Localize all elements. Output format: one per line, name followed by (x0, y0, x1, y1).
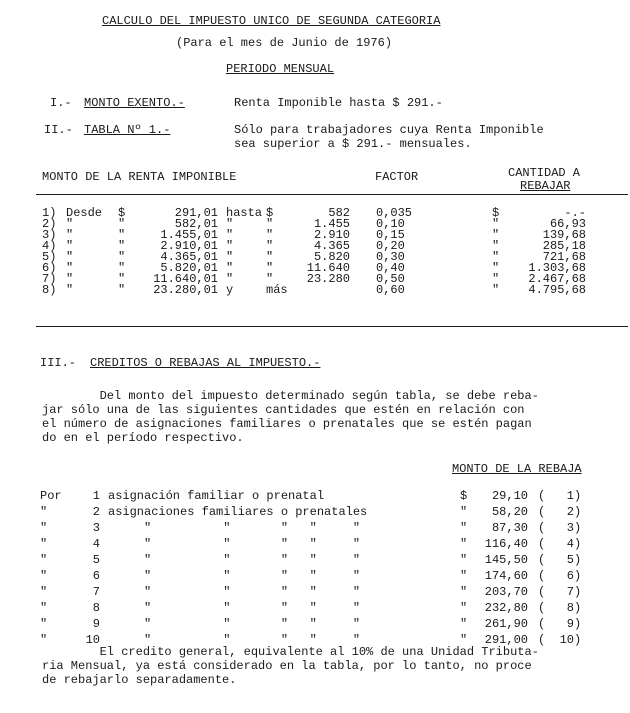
row-factor: 0,035 (376, 206, 413, 220)
asig-text: " " " " " (108, 617, 361, 631)
rebaja-value: 291,00 (484, 633, 528, 647)
asig-number: 7 (92, 585, 100, 599)
row-from-amount: 1.455,01 (160, 228, 218, 242)
paragraph-2-line1: El credito general, equivalente al 10% de una Unidad Tributa- (42, 645, 539, 659)
asig-number: 9 (92, 617, 100, 631)
row-hasta: " (226, 228, 234, 242)
rebaja-value: 116,40 (484, 537, 528, 551)
rebaja-value: 203,70 (484, 585, 528, 599)
asig-number: 10 (85, 633, 100, 647)
row-from-amount: 4.365,01 (160, 250, 218, 264)
section-3-number: III.- (40, 356, 77, 370)
asig-number: 5 (92, 553, 100, 567)
asig-text: " " " " " (108, 553, 361, 567)
asig-text: asignaciones familiares o prenatales (108, 505, 368, 519)
row-desde: " (66, 261, 74, 275)
rebaja-ref: ( 4) (538, 537, 582, 551)
rebaja-sign: " (460, 569, 468, 583)
row-sign-2: " (266, 250, 274, 264)
row-index: 5) (42, 250, 57, 264)
col-from (140, 208, 218, 296)
paragraph-1-line2: jar sólo una de las siguientes cantidades que estén en relación con (42, 403, 525, 417)
rebaja-ref: ( 7) (538, 585, 582, 599)
row-sign-2: más (266, 283, 288, 297)
row-index: 3) (42, 228, 57, 242)
col-por (40, 489, 62, 649)
asig-number: 6 (92, 569, 100, 583)
row-sign-2: $ (266, 206, 274, 220)
asig-por: " (40, 617, 48, 631)
asig-por: " (40, 521, 48, 535)
row-from-amount: 5.820,01 (160, 261, 218, 275)
row-sign-2: " (266, 228, 274, 242)
section-2-number: II.- (44, 123, 73, 137)
row-hasta: " (226, 217, 234, 231)
col-sign-3 (492, 208, 499, 296)
section-1-number: I.- (50, 96, 72, 110)
row-from-amount: 582,01 (174, 217, 218, 231)
row-sign-3: " (492, 228, 500, 242)
asig-text: " " " " " (108, 601, 361, 615)
asig-text: " " " " " (108, 569, 361, 583)
row-to-amount: 2.910 (313, 228, 350, 242)
row-factor: 0,60 (376, 283, 405, 297)
rebaja-ref: ( 6) (538, 569, 582, 583)
col-rebaja-value (472, 489, 528, 649)
rebaja-ref: ( 3) (538, 521, 582, 535)
asig-number: 1 (92, 489, 100, 503)
row-factor: 0,30 (376, 250, 405, 264)
rebaja-value: 232,80 (484, 601, 528, 615)
asig-por: " (40, 569, 48, 583)
row-factor: 0,15 (376, 228, 405, 242)
rebaja-ref: ( 10) (538, 633, 582, 647)
asig-por: Por (40, 489, 62, 503)
col-sign-1 (118, 208, 125, 296)
rebaja-value: 29,10 (491, 489, 528, 503)
row-to-amount: 1.455 (313, 217, 350, 231)
paragraph-2-line3: de rebajarlo separadamente. (42, 673, 237, 687)
row-sign-3: " (492, 217, 500, 231)
row-index: 4) (42, 239, 57, 253)
table-top-rule (36, 194, 628, 195)
section-2-text-line2: sea superior a $ 291.- mensuales. (234, 137, 472, 151)
asig-number: 4 (92, 537, 100, 551)
row-sign-2: " (266, 239, 274, 253)
asig-number: 3 (92, 521, 100, 535)
section-2-text-line1: Sólo para trabajadores cuya Renta Imponible (234, 123, 544, 137)
col-rebaja-ref (538, 489, 581, 649)
row-hasta: " (226, 261, 234, 275)
row-sign-1: " (118, 283, 126, 297)
col-header-factor: FACTOR (375, 170, 419, 184)
row-rebajar: 66,93 (549, 217, 586, 231)
row-rebajar: 4.795,68 (528, 283, 586, 297)
rebaja-header: MONTO DE LA REBAJA (452, 462, 582, 476)
row-to-amount: 23.280 (306, 272, 350, 286)
row-hasta: hasta (226, 206, 263, 220)
document-subtitle: (Para el mes de Junio de 1976) (176, 36, 393, 50)
asig-text: " " " " " (108, 521, 361, 535)
asig-por: " (40, 633, 48, 647)
col-asig-text (108, 489, 367, 649)
paragraph-1-line4: do en el período respectivo. (42, 431, 244, 445)
row-sign-1: " (118, 250, 126, 264)
asig-text: " " " " " (108, 537, 361, 551)
row-sign-1: " (118, 217, 126, 231)
rebaja-ref: ( 1) (538, 489, 582, 503)
rebaja-sign: " (460, 521, 468, 535)
row-sign-1: " (118, 239, 126, 253)
asig-por: " (40, 537, 48, 551)
rebaja-value: 261,90 (484, 617, 528, 631)
row-desde: Desde (66, 206, 103, 220)
asig-number: 8 (92, 601, 100, 615)
col-sign-2 (266, 208, 288, 296)
row-to-amount (296, 285, 350, 296)
col-index (42, 208, 56, 296)
row-index: 1) (42, 206, 57, 220)
row-rebajar: 1.303,68 (528, 261, 586, 275)
row-desde: " (66, 239, 74, 253)
asig-por: " (40, 553, 48, 567)
row-to-amount: 11.640 (306, 261, 350, 275)
row-from-amount: 23.280,01 (153, 283, 218, 297)
row-from-amount: 291,01 (174, 206, 218, 220)
row-to-amount: 5.820 (313, 250, 350, 264)
rebaja-ref: ( 5) (538, 553, 582, 567)
rebaja-sign: " (460, 633, 468, 647)
rebaja-sign: " (460, 537, 468, 551)
rebaja-sign: " (460, 601, 468, 615)
rebaja-value: 58,20 (491, 505, 528, 519)
row-to-amount: 4.365 (313, 239, 350, 253)
paragraph-1-line3: el número de asignaciones familiares o prenatales que se estén pagan (42, 417, 532, 431)
row-sign-1: " (118, 228, 126, 242)
col-asig-num (76, 489, 100, 649)
rebaja-ref: ( 2) (538, 505, 582, 519)
col-hasta (226, 208, 262, 296)
row-sign-1: $ (118, 206, 126, 220)
row-desde: " (66, 272, 74, 286)
col-header-renta: MONTO DE LA RENTA IMPONIBLE (42, 170, 237, 184)
row-index: 6) (42, 261, 57, 275)
section-2-label: TABLA Nº 1.- (84, 123, 171, 137)
row-sign-3: " (492, 283, 500, 297)
asig-text: asignación familiar o prenatal (108, 489, 325, 503)
rebaja-ref: ( 8) (538, 601, 582, 615)
col-header-cantidad-1: CANTIDAD A (508, 166, 581, 180)
table-bottom-rule (36, 326, 628, 327)
row-hasta: y (226, 283, 234, 297)
section-1-text: Renta Imponible hasta $ 291.- (234, 96, 443, 110)
row-factor: 0,20 (376, 239, 405, 253)
row-sign-2: " (266, 261, 274, 275)
row-rebajar: 139,68 (542, 228, 586, 242)
rebaja-sign: " (460, 617, 468, 631)
asig-por: " (40, 601, 48, 615)
row-sign-3: " (492, 261, 500, 275)
row-from-amount: 2.910,01 (160, 239, 218, 253)
rebaja-sign: " (460, 585, 468, 599)
row-desde: " (66, 217, 74, 231)
row-desde: " (66, 228, 74, 242)
row-factor: 0,10 (376, 217, 405, 231)
asig-por: " (40, 585, 48, 599)
rebaja-sign: " (460, 505, 468, 519)
col-header-cantidad-2: REBAJAR (520, 179, 571, 193)
col-desde (66, 208, 102, 296)
period-heading: PERIODO MENSUAL (226, 62, 335, 76)
asig-number: 2 (92, 505, 100, 519)
row-index: 2) (42, 217, 57, 231)
rebaja-ref: ( 9) (538, 617, 582, 631)
row-sign-3: " (492, 272, 500, 286)
row-rebajar: 721,68 (542, 250, 586, 264)
row-factor: 0,40 (376, 261, 405, 275)
rebaja-value: 174,60 (484, 569, 528, 583)
col-factor (376, 208, 412, 296)
row-to-amount: 582 (328, 206, 350, 220)
row-sign-2: " (266, 217, 274, 231)
section-1-label: MONTO EXENTO.- (84, 96, 185, 110)
paragraph-1-line1: Del monto del impuesto determinado según tabla, se debe reba- (42, 389, 539, 403)
paragraph-2-line2: ria Mensual, ya está considerado en la tabla, por lo tanto, no proce (42, 659, 532, 673)
row-from-amount: 11.640,01 (153, 272, 218, 286)
row-hasta: " (226, 239, 234, 253)
row-rebajar: 285,18 (542, 239, 586, 253)
rebaja-sign: $ (460, 489, 468, 503)
col-rebajar (506, 208, 586, 296)
row-rebajar: -.- (564, 206, 586, 220)
row-hasta: " (226, 272, 234, 286)
row-hasta: " (226, 250, 234, 264)
asig-por: " (40, 505, 48, 519)
row-desde: " (66, 250, 74, 264)
row-sign-3: " (492, 250, 500, 264)
row-factor: 0,50 (376, 272, 405, 286)
row-sign-2: " (266, 272, 274, 286)
row-rebajar: 2.467,68 (528, 272, 586, 286)
col-rebaja-sign (460, 489, 467, 649)
section-3-label: CREDITOS O REBAJAS AL IMPUESTO.- (90, 356, 321, 370)
row-sign-3: " (492, 239, 500, 253)
row-index: 7) (42, 272, 57, 286)
row-desde: " (66, 283, 74, 297)
row-index: 8) (42, 283, 57, 297)
asig-text: " " " " " (108, 633, 361, 647)
rebaja-value: 87,30 (491, 521, 528, 535)
col-to (296, 208, 350, 296)
asig-text: " " " " " (108, 585, 361, 599)
row-sign-1: " (118, 272, 126, 286)
rebaja-value: 145,50 (484, 553, 528, 567)
row-sign-3: $ (492, 206, 500, 220)
document-title: CALCULO DEL IMPUESTO UNICO DE SEGUNDA CATEGORIA (102, 14, 441, 28)
rebaja-sign: " (460, 553, 468, 567)
row-sign-1: " (118, 261, 126, 275)
